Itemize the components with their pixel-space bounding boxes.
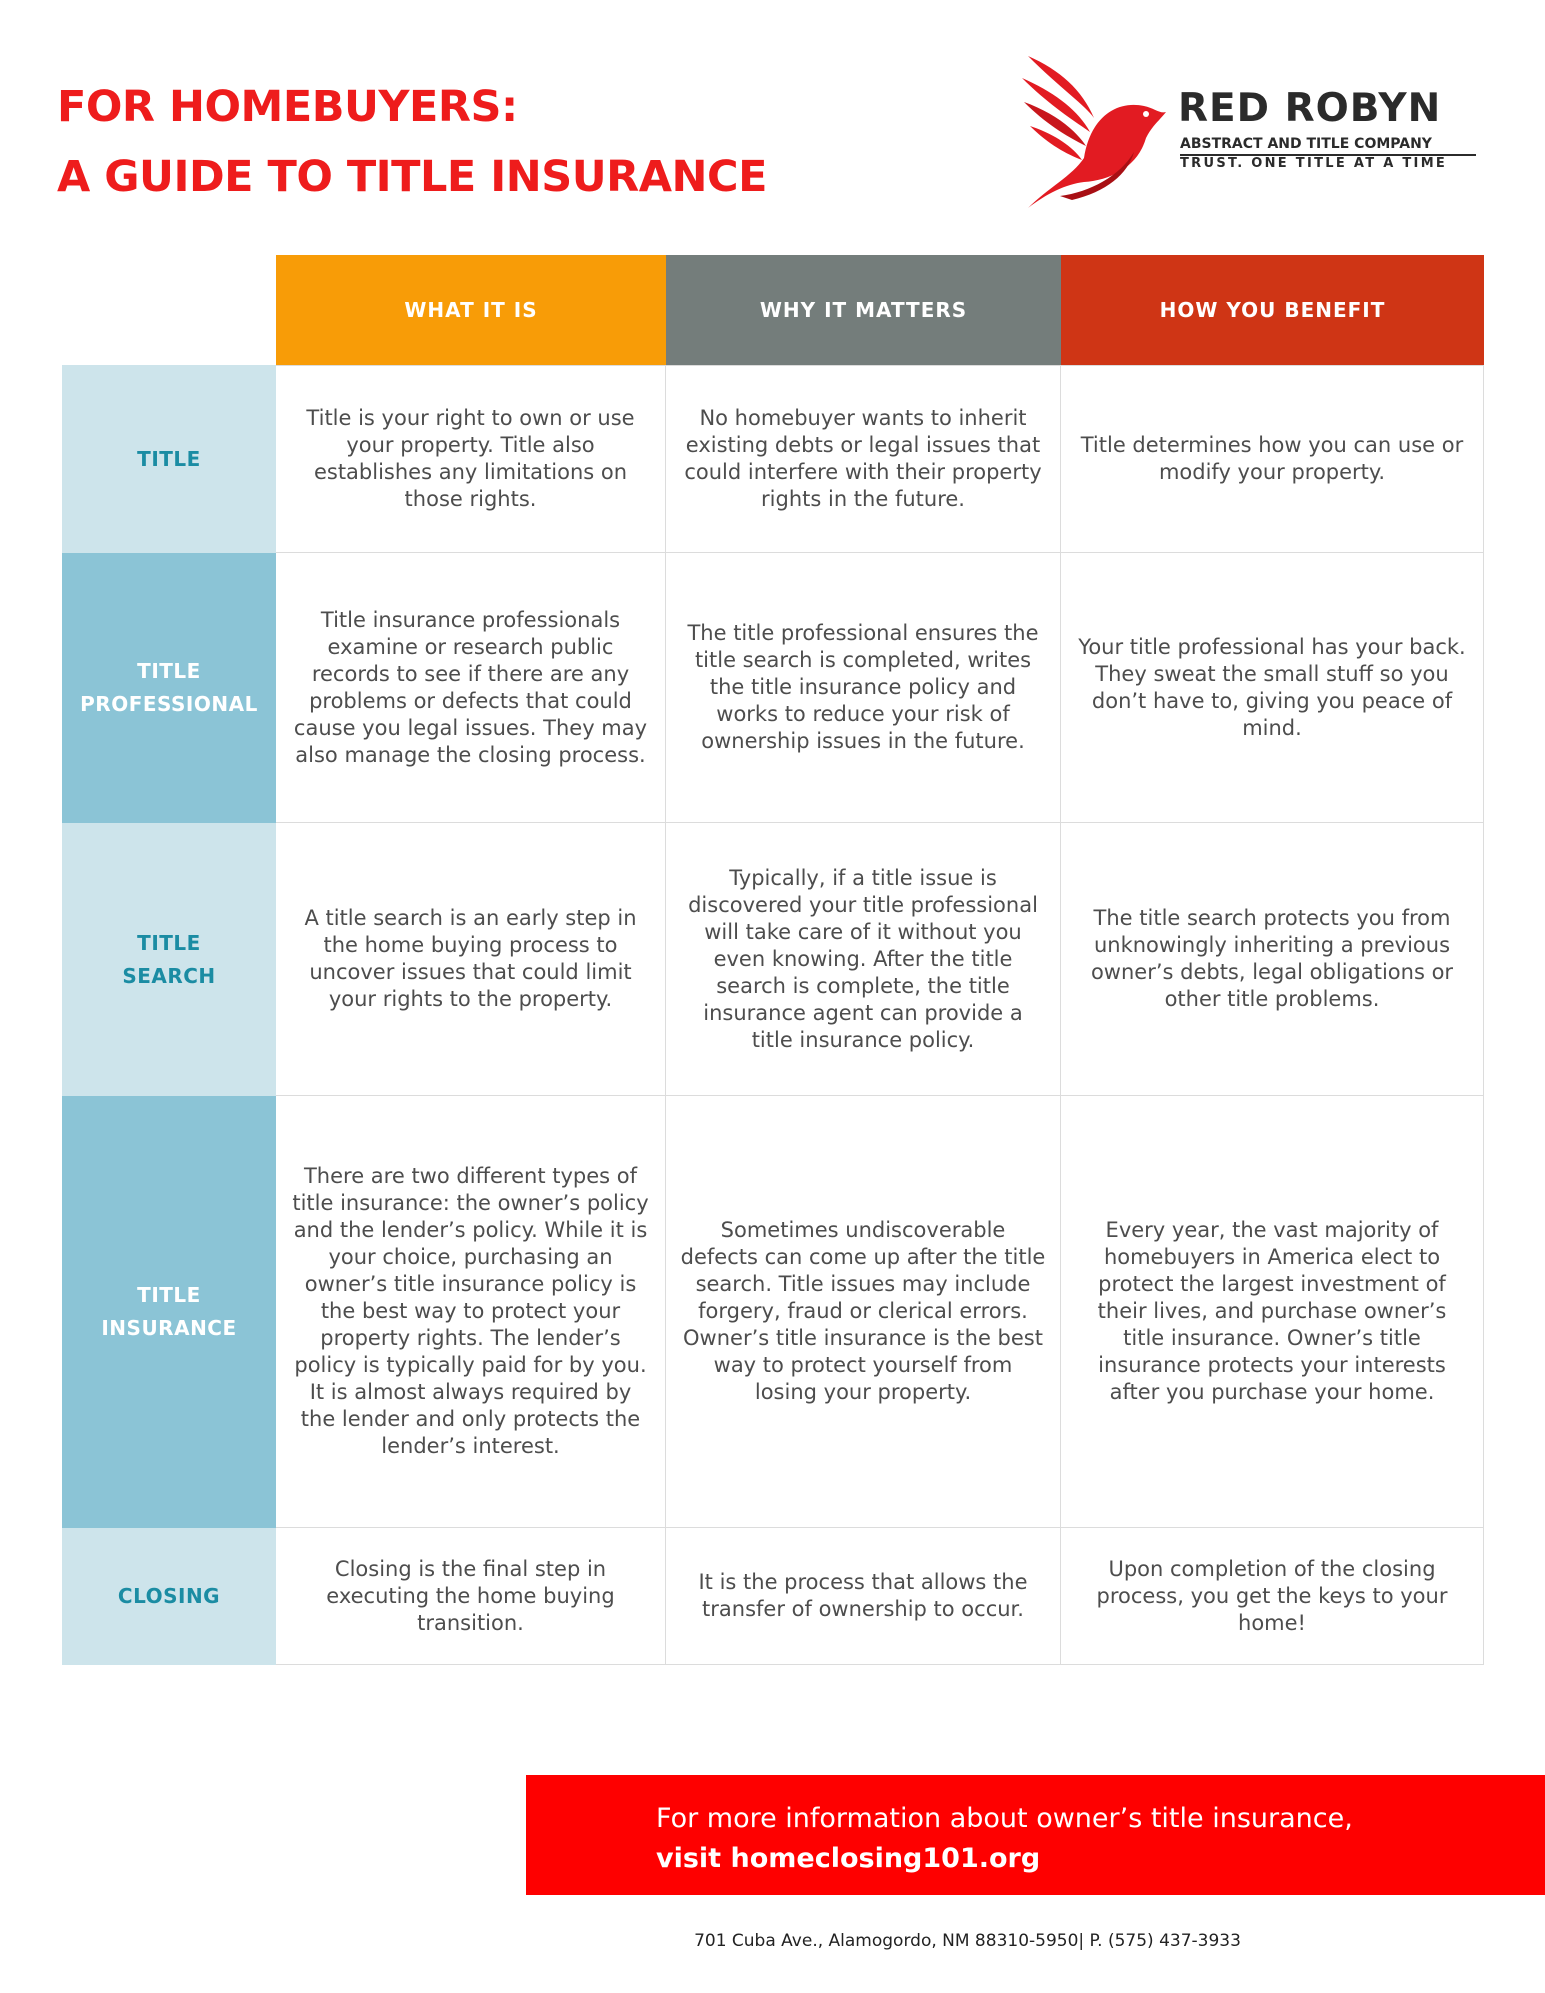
company-logo xyxy=(1020,48,1480,218)
logo-company-name: RED ROBYN xyxy=(1178,86,1442,131)
footer-address: 701 Cuba Ave., Alamogordo, NM 88310-5950| P. (575) 437-3933 xyxy=(694,1931,1241,1951)
banner-link[interactable]: visit homeclosing101.org xyxy=(656,1843,1041,1874)
table-cell: Sometimes undiscoverable defects can come up after the title search. Title issues may include forgery, fraud or clerical errors. Owner’s title insurance is the best way to protect yourself from losing your property. xyxy=(666,1096,1061,1528)
table-cell: Title insurance professionals examine or research public records to see if there are any problems or defects that could cause you legal issues. They may also manage the closing process. xyxy=(276,553,666,823)
page-title xyxy=(57,72,767,212)
logo-tagline: TRUST. ONE TITLE AT A TIME xyxy=(1180,156,1448,171)
column-header-what-it-is: WHAT IT IS xyxy=(276,255,666,365)
banner-text: For more information about owner’s title insurance, xyxy=(656,1803,1353,1834)
table-cell: The title search protects you from unknowingly inheriting a previous owner’s debts, legal obligations or other title problems. xyxy=(1061,823,1484,1096)
row-header-title-insurance: TITLE INSURANCE xyxy=(62,1096,276,1528)
title-line-1: FOR HOMEBUYERS: xyxy=(57,82,518,132)
table-cell: It is the process that allows the transfer of ownership to occur. xyxy=(666,1528,1061,1665)
table-corner xyxy=(62,255,276,365)
table-cell: There are two different types of title insurance: the owner’s policy and the lender’s policy. While it is your choice, purchasing an owner’s title insurance policy is the best way to protect your property rights. The lender’s policy is typically paid for by you. It is almost always required by the lender and only protects the lender’s interest. xyxy=(276,1096,666,1528)
info-banner xyxy=(526,1775,1545,1895)
table-cell: The title professional ensures the title search is completed, writes the title insurance policy and works to reduce your risk of ownership issues in the future. xyxy=(666,553,1061,823)
table-cell: No homebuyer wants to inherit existing debts or legal issues that could interfere with their property rights in the future. xyxy=(666,365,1061,553)
row-header-title-search: TITLE SEARCH xyxy=(62,823,276,1096)
table-cell: A title search is an early step in the home buying process to uncover issues that could limit your rights to the property. xyxy=(276,823,666,1096)
robin-bird-icon xyxy=(1020,48,1168,210)
title-line-2: A GUIDE TO TITLE INSURANCE xyxy=(57,152,767,202)
table-cell: Upon completion of the closing process, you get the keys to your home! xyxy=(1061,1528,1484,1665)
table-cell: Title is your right to own or use your property. Title also establishes any limitations on those rights. xyxy=(276,365,666,553)
table-cell: Every year, the vast majority of homebuyers in America elect to protect the largest investment of their lives, and purchase owner’s title insurance. Owner’s title insurance protects your interests after you purchase your home. xyxy=(1061,1096,1484,1528)
logo-subtitle: ABSTRACT AND TITLE COMPANY xyxy=(1180,136,1476,156)
table-cell: Title determines how you can use or modify your property. xyxy=(1061,365,1484,553)
column-header-why-it-matters: WHY IT MATTERS xyxy=(666,255,1061,365)
column-header-how-you-benefit: HOW YOU BENEFIT xyxy=(1061,255,1484,365)
title-insurance-table xyxy=(62,255,1484,1665)
row-header-title-professional: TITLE PROFESSIONAL xyxy=(62,553,276,823)
row-header-title: TITLE xyxy=(62,365,276,553)
table-cell: Typically, if a title issue is discovered your title professional will take care of it without you even knowing. After the title search is complete, the title insurance agent can provide a title insurance policy. xyxy=(666,823,1061,1096)
row-header-closing: CLOSING xyxy=(62,1528,276,1665)
table-cell: Closing is the final step in executing the home buying transition. xyxy=(276,1528,666,1665)
table-cell: Your title professional has your back. They sweat the small stuff so you don’t have to, giving you peace of mind. xyxy=(1061,553,1484,823)
